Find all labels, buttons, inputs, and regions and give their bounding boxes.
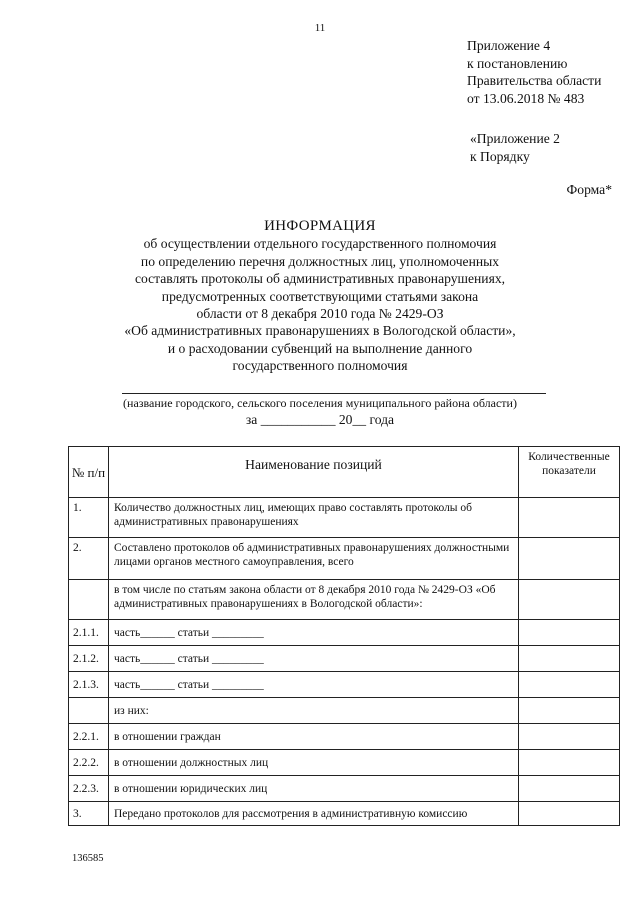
row-name: Передано протоколов для рассмотрения в административную комиссию [109, 802, 519, 826]
row-num: 2.1.3. [69, 672, 109, 698]
footer-code: 136585 [72, 853, 104, 864]
fill-in-line [122, 393, 546, 394]
title-line: по определению перечня должностных лиц, уполномоченных [140, 253, 500, 269]
page-number: 11 [314, 22, 326, 34]
document-title [0, 218, 640, 375]
appendix2-line: «Приложение 2 [470, 131, 560, 146]
row-num [69, 580, 109, 620]
table-row [69, 724, 620, 750]
appendix2-line: к Порядку [470, 148, 530, 164]
table-header-row [69, 447, 620, 498]
row-num: 2. [69, 538, 109, 580]
row-name: Составлено протоколов об административных правонарушениях должностными лицами органов местного самоуправления, всего [109, 538, 519, 580]
table-row [69, 802, 620, 826]
row-name: часть______ статьи _________ [109, 646, 519, 672]
row-name: в отношении должностных лиц [109, 750, 519, 776]
title-line: составлять протоколы об административных правонарушениях, [134, 271, 506, 287]
row-num: 3. [69, 802, 109, 826]
title-line: «Об административных правонарушениях в Вологодской области», [124, 323, 516, 339]
appendix-line: к постановлению [467, 55, 568, 71]
row-num: 2.2.1. [69, 724, 109, 750]
row-num [69, 698, 109, 724]
row-name: часть______ статьи _________ [109, 672, 519, 698]
form-label: Форма* [566, 182, 612, 197]
row-qty [519, 580, 620, 620]
row-name: часть______ статьи _________ [109, 620, 519, 646]
table-row [69, 776, 620, 802]
table-row [69, 698, 620, 724]
row-qty [519, 698, 620, 724]
row-qty [519, 620, 620, 646]
title-heading: ИНФОРМАЦИЯ [264, 218, 376, 234]
row-num: 1. [69, 498, 109, 538]
fill-in-caption: (название городского, сельского поселения муниципального района области) [123, 396, 517, 410]
title-line: государственного полномочия [232, 358, 408, 374]
row-name: из них: [109, 698, 519, 724]
row-name: Количество должностных лиц, имеющих право составлять протоколы об административных правонарушениях [109, 498, 519, 538]
appendix-block [467, 37, 601, 107]
row-qty [519, 672, 620, 698]
row-num: 2.2.3. [69, 776, 109, 802]
header-qty: Количественные показатели [519, 447, 620, 498]
appendix-line: Приложение 4 [467, 38, 551, 53]
title-line: предусмотренных соответствующими статьями закона [161, 288, 479, 304]
table-row [69, 672, 620, 698]
row-qty [519, 498, 620, 538]
title-line: об осуществлении отдельного государственного полномочия [143, 236, 497, 252]
appendix-line: Правительства области [467, 73, 602, 88]
row-qty [519, 724, 620, 750]
row-name: в отношении граждан [109, 724, 519, 750]
row-qty [519, 646, 620, 672]
row-qty [519, 538, 620, 580]
table-row [69, 750, 620, 776]
row-qty [519, 750, 620, 776]
appendix2-block [470, 130, 560, 165]
appendix-line: от 13.06.2018 № 483 [467, 90, 585, 106]
table-row [69, 498, 620, 538]
header-num: № п/п [69, 447, 109, 498]
row-qty [519, 802, 620, 826]
table-row [69, 580, 620, 620]
header-name: Наименование позиций [109, 447, 519, 498]
table-row [69, 620, 620, 646]
table-row [69, 538, 620, 580]
row-name: в отношении юридических лиц [109, 776, 519, 802]
row-num: 2.2.2. [69, 750, 109, 776]
info-table [68, 446, 620, 826]
table-row [69, 646, 620, 672]
title-line: области от 8 декабря 2010 года № 2429-ОЗ [196, 306, 444, 322]
title-line: и о расходовании субвенций на выполнение данного [167, 340, 473, 356]
row-name: в том числе по статьям закона области от 8 декабря 2010 года № 2429-ОЗ «Об административных правонарушениях в Вологодской области»: [109, 580, 519, 620]
report-period: за ___________ 20__ года [245, 412, 395, 427]
row-num: 2.1.2. [69, 646, 109, 672]
row-num: 2.1.1. [69, 620, 109, 646]
row-qty [519, 776, 620, 802]
